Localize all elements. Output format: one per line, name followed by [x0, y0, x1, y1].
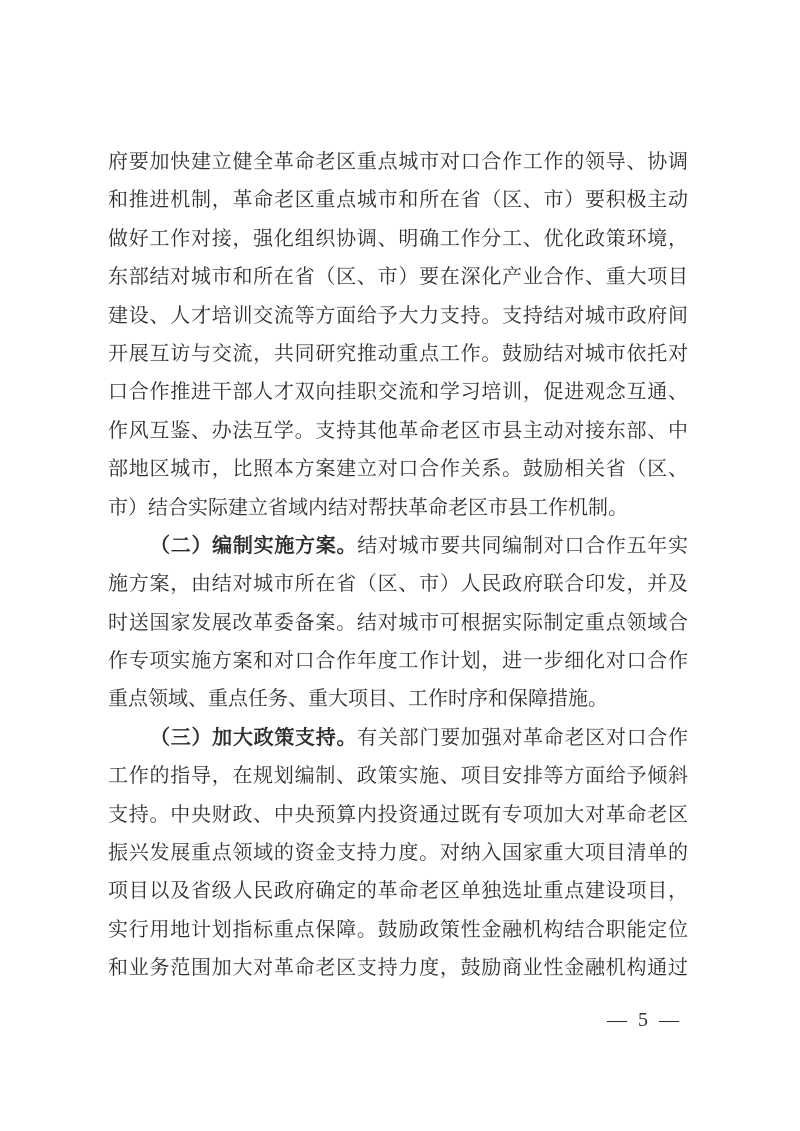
line-text: 工作的指导，在规划编制、政策实施、项目安排等方面给予倾斜 [108, 765, 688, 788]
text-line [108, 911, 688, 949]
text-line [108, 872, 688, 910]
line-text: 作专项实施方案和对口合作年度工作计划，进一步细化对口合作 [108, 650, 688, 673]
text-line [108, 412, 688, 450]
line-text: 作风互鉴、办法互学。支持其他革命老区市县主动对接东部、中 [108, 419, 688, 442]
page-number: — 5 — [607, 1009, 682, 1031]
text-line [108, 680, 688, 718]
line-text: 有关部门要加强对革命老区对口合作 [357, 726, 689, 749]
text-line [108, 297, 688, 335]
text-line [108, 642, 688, 680]
line-text: 施方案，由结对城市所在省（区、市）人民政府联合印发，并及 [108, 573, 688, 596]
text-line [108, 719, 688, 757]
line-text: 振兴发展重点领域的资金支持力度。对纳入国家重大项目清单的 [108, 842, 688, 865]
text-line [108, 834, 688, 872]
text-line [108, 258, 688, 296]
line-text: 口合作推进干部人才双向挂职交流和学习培训，促进观念互通、 [108, 381, 688, 404]
text-line [108, 335, 688, 373]
line-text: 东部结对城市和所在省（区、市）要在深化产业合作、重大项目 [108, 266, 688, 289]
line-text: 重点领域、重点任务、重大项目、工作时序和保障措施。 [108, 688, 608, 711]
line-text: 时送国家发展改革委备案。结对城市可根据实际制定重点领域合 [108, 611, 688, 634]
text-line [108, 489, 688, 527]
body-text [108, 143, 688, 988]
text-line [108, 949, 688, 987]
text-line [108, 565, 688, 603]
paragraph-lead-bold: （二）编制实施方案。 [150, 534, 358, 557]
line-text: 部地区城市，比照本方案建立对口合作关系。鼓励相关省（区、 [108, 458, 688, 481]
text-line [108, 757, 688, 795]
line-text: 支持。中央财政、中央预算内投资通过既有专项加大对革命老区 [108, 803, 688, 826]
line-text: 建设、人才培训交流等方面给予大力支持。支持结对城市政府间 [108, 304, 688, 327]
line-text: 和业务范围加大对革命老区支持力度，鼓励商业性金融机构通过 [108, 957, 688, 980]
line-text: 府要加快建立健全革命老区重点城市对口合作工作的领导、协调 [108, 151, 688, 173]
line-text: 实行用地计划指标重点保障。鼓励政策性金融机构结合职能定位 [108, 918, 688, 941]
line-text: 市）结合实际建立省域内结对帮扶革命老区市县工作机制。 [108, 496, 628, 519]
line-text: 和推进机制，革命老区重点城市和所在省（区、市）要积极主动 [108, 189, 688, 212]
text-line [108, 527, 688, 565]
text-line [108, 796, 688, 834]
paragraph-lead-bold: （三）加大政策支持。 [150, 726, 358, 749]
text-line [108, 604, 688, 642]
line-text: 做好工作对接，强化组织协调、明确工作分工、优化政策环境， [108, 227, 688, 250]
text-line [108, 220, 688, 258]
line-text: 开展互访与交流，共同研究推动重点工作。鼓励结对城市依托对 [108, 342, 688, 365]
line-text: 项目以及省级人民政府确定的革命老区单独选址重点建设项目， [108, 880, 688, 903]
text-line [108, 181, 688, 219]
text-line [108, 373, 688, 411]
line-text: 结对城市要共同编制对口合作五年实 [357, 534, 689, 557]
text-line [108, 143, 688, 181]
text-line [108, 450, 688, 488]
